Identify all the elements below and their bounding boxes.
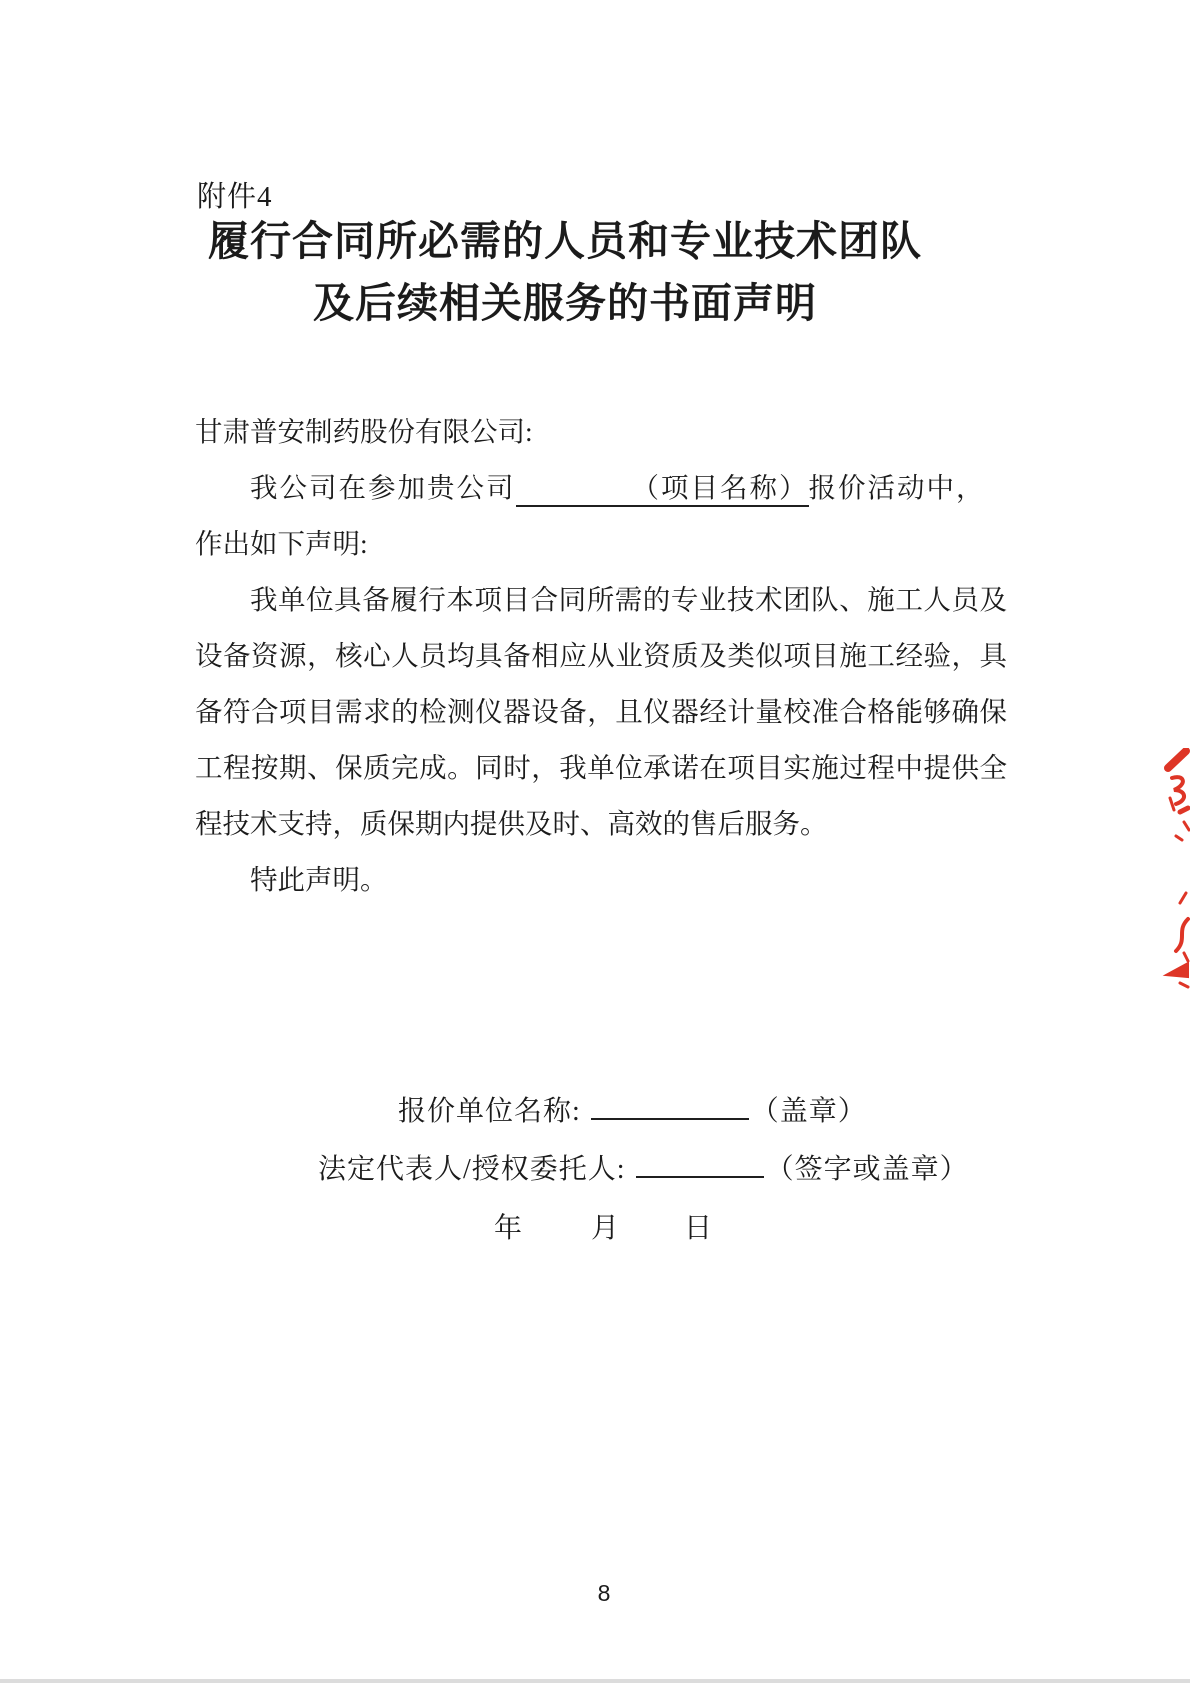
salutation: 甘肃普安制药股份有限公司: <box>195 416 533 447</box>
project-name-underlined-group <box>516 472 809 507</box>
document-body <box>195 404 1007 908</box>
document-title-line1: 履行合同所必需的人员和专业技术团队 <box>208 218 922 264</box>
declaration-line: 设备资源，核心人员均具备相应从业资质及类似项目施工经验，具 <box>195 640 1007 671</box>
red-seal-fragment-top-icon <box>1164 748 1190 842</box>
document-title-line2: 及后续相关服务的书面声明 <box>313 280 817 326</box>
opening-prefix: 我公司在参加贵公司 <box>250 472 516 503</box>
company-name-blank-field <box>591 1118 749 1120</box>
date-year-label: 年 <box>494 1213 523 1244</box>
representative-blank-field <box>636 1176 764 1178</box>
opening-sentence <box>195 460 1007 516</box>
representative-sign-note: （签字或盖章） <box>765 1154 969 1185</box>
declaration-line: 我单位具备履行本项目合同所需的专业技术团队、施工人员及 <box>250 584 1007 615</box>
representative-label: 法定代表人/授权委托人: <box>318 1154 626 1185</box>
signature-date-line <box>494 1206 712 1246</box>
declaration-line: 工程按期、保质完成。同时，我单位承诺在项目实施过程中提供全 <box>195 752 1007 783</box>
signature-representative-line <box>318 1147 969 1187</box>
signature-company-line <box>398 1089 867 1129</box>
attachment-label: 附件4 <box>197 181 273 213</box>
company-seal-note: （盖章） <box>750 1096 867 1127</box>
red-seal-fragment-bottom-icon <box>1162 891 1190 991</box>
opening-suffix: 报价活动中， <box>808 472 986 503</box>
page-number: 8 <box>597 1580 611 1606</box>
opening-continuation: 作出如下声明: <box>195 528 368 559</box>
company-name-label: 报价单位名称: <box>398 1096 581 1127</box>
document-title <box>150 210 980 334</box>
date-day-label: 日 <box>684 1213 713 1244</box>
project-name-bracket-label: （项目名称） <box>631 472 809 503</box>
date-month-label: 月 <box>591 1213 620 1244</box>
declaration-line: 程技术支持，质保期内提供及时、高效的售后服务。 <box>195 808 828 839</box>
scan-edge-shadow <box>0 1679 1190 1683</box>
closing-statement: 特此声明。 <box>250 864 388 895</box>
declaration-line: 备符合项目需求的检测仪器设备，且仪器经计量校准合格能够确保 <box>195 696 1007 727</box>
